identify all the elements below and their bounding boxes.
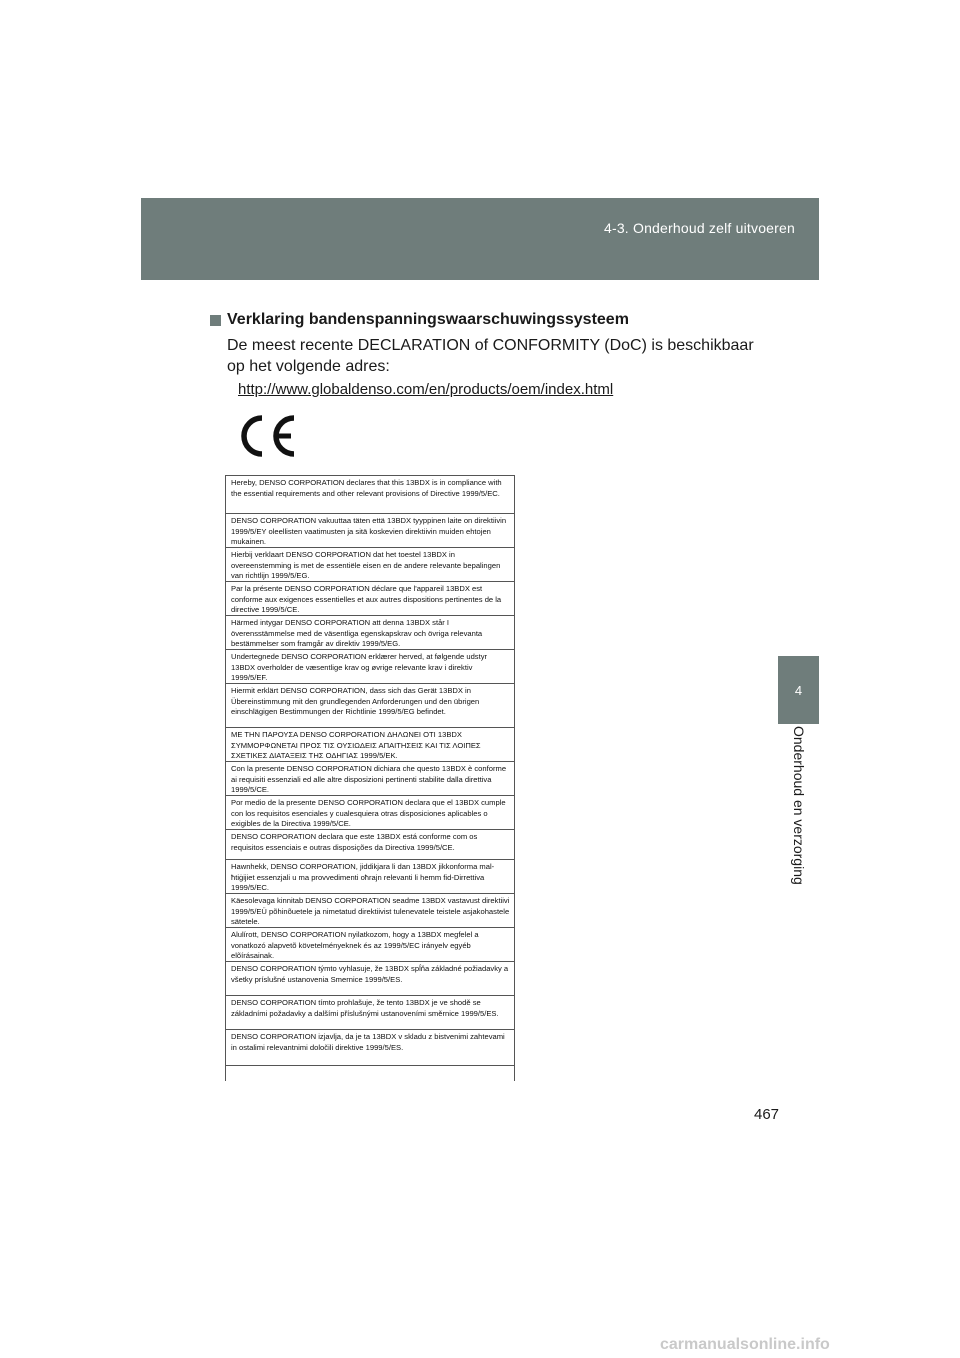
declaration-row: Alulírott, DENSO CORPORATION nyilatkozom, hogy a 13BDX megfelel a vonatkozó alapvetõ követelményeknek és az 1999/5/EC irányelv egyéb elõírásainak.	[226, 928, 514, 962]
declaration-row: Hiermit erklärt DENSO CORPORATION, dass sich das Gerät 13BDX in Übereinstimmung mit den grundlegenden Anforderungen und den übrigen einschlägigen Bestimmungen der Richtlinie 1999/5/EG befindet.	[226, 684, 514, 728]
ce-mark-icon	[232, 412, 300, 460]
declaration-row: Hawnhekk, DENSO CORPORATION, jiddikjara li dan 13BDX jikkonforma mal-ħtiġijiet essenzjali u ma provvedimenti oħrajn relevanti li hemm fid-Dirrettiva 1999/5/EC.	[226, 860, 514, 894]
declaration-row: Härmed intygar DENSO CORPORATION att denna 13BDX står I överensstämmelse med de väsentliga egenskapskrav och övriga relevanta bestämmelser som framgår av direktiv 1999/5/EG.	[226, 616, 514, 650]
chapter-tab-number: 4	[778, 656, 819, 724]
declaration-row: DENSO CORPORATION izjavlja, da je ta 13BDX v skladu z bistvenimi zahtevami in ostalimi relevantnimi določili direktive 1999/5/ES.	[226, 1030, 514, 1066]
watermark: carmanualsonline.info	[660, 1336, 830, 1353]
section-heading	[210, 311, 629, 329]
declaration-row: Por medio de la presente DENSO CORPORATION declara que el 13BDX cumple con los requisitos esenciales y cualesquiera otras disposiciones aplicables o exigibles de la Directiva 1999/5/CE.	[226, 796, 514, 830]
declaration-row: ΜΕ ΤΗΝ ΠΑΡΟΥΣΑ DENSO CORPORATION ΔΗΛΩΝΕΙ ΟΤΙ 13BDX ΣΥΜΜΟΡΦΩΝΕΤΑΙ ΠΡΟΣ ΤΙΣ ΟΥΣΙΩΔΕΙΣ ΑΠΑΙΤΗΣΕΙΣ ΚΑΙ ΤΙΣ ΛΟΙΠΕΣ ΣΧΕΤΙΚΕΣ ΔΙΑΤΑΞΕΙΣ ΤΗΣ ΟΔΗΓΙΑΣ 1999/5/ΕΚ.	[226, 728, 514, 762]
chapter-title: 4-3. Onderhoud zelf uitvoeren	[603, 220, 795, 236]
section-body: De meest recente DECLARATION of CONFORMITY (DoC) is beschikbaar op het volgende adres:	[227, 337, 754, 375]
declaration-row: Hereby, DENSO CORPORATION declares that this 13BDX is in compliance with the essential requirements and other relevant provisions of Directive 1999/5/EC.	[226, 476, 514, 514]
header-bar	[141, 198, 819, 280]
declaration-row: Par la présente DENSO CORPORATION déclare que l'appareil 13BDX est conforme aux exigences essentielles et aux autres dispositions pertinentes de la directive 1999/5/CE.	[226, 582, 514, 616]
declaration-row: DENSO CORPORATION vakuuttaa täten että 13BDX tyyppinen laite on direktiivin 1999/5/EY oleellisten vaatimusten ja sitä koskevien direktiivin muiden ehtojen mukainen.	[226, 514, 514, 548]
declaration-row: DENSO CORPORATION týmto vyhlasuje, že 13BDX spĺňa základné požiadavky a všetky príslušné ustanovenia Smernice 1999/5/ES.	[226, 962, 514, 996]
bullet-square-icon	[210, 315, 221, 326]
section-heading-text: Verklaring bandenspanningswaarschuwingssysteem	[227, 311, 629, 328]
declaration-row: Con la presente DENSO CORPORATION dichiara che questo 13BDX è conforme ai requisiti essenziali ed alle altre disposizioni pertinenti stabilite dalla direttiva 1999/5/CE.	[226, 762, 514, 796]
declaration-row: Käesolevaga kinnitab DENSO CORPORATION seadme 13BDX vastavust direktiivi 1999/5/EÜ põhinõuetele ja nimetatud direktiivist tulenevatele teistele asjakohastele sätetele.	[226, 894, 514, 928]
declaration-row: DENSO CORPORATION tímto prohlašuje, že tento 13BDX je ve shodě se základními požadavky a dalšími příslušnými ustanoveními směrnice 1999/5/ES.	[226, 996, 514, 1030]
chapter-tab-label	[778, 726, 819, 906]
declaration-row: DENSO CORPORATION declara que este 13BDX está conforme com os requisitos essenciais e outras disposições da Directiva 1999/5/CE.	[226, 830, 514, 860]
page-number: 467	[754, 1106, 780, 1123]
doc-url-link[interactable]: http://www.globaldenso.com/en/products/oem/index.html	[238, 381, 614, 398]
declaration-row: Undertegnede DENSO CORPORATION erklærer herved, at følgende udstyr 13BDX overholder de væsentlige krav og øvrige relevante krav i direktiv 1999/5/EF.	[226, 650, 514, 684]
declaration-table	[225, 475, 515, 1081]
chapter-tab-label-text: Onderhoud en verzorging	[790, 726, 807, 885]
declaration-row: Hierbij verklaart DENSO CORPORATION dat het toestel 13BDX in overeenstemming is met de essentiële eisen en de andere relevante bepalingen van richtlijn 1999/5/EG.	[226, 548, 514, 582]
